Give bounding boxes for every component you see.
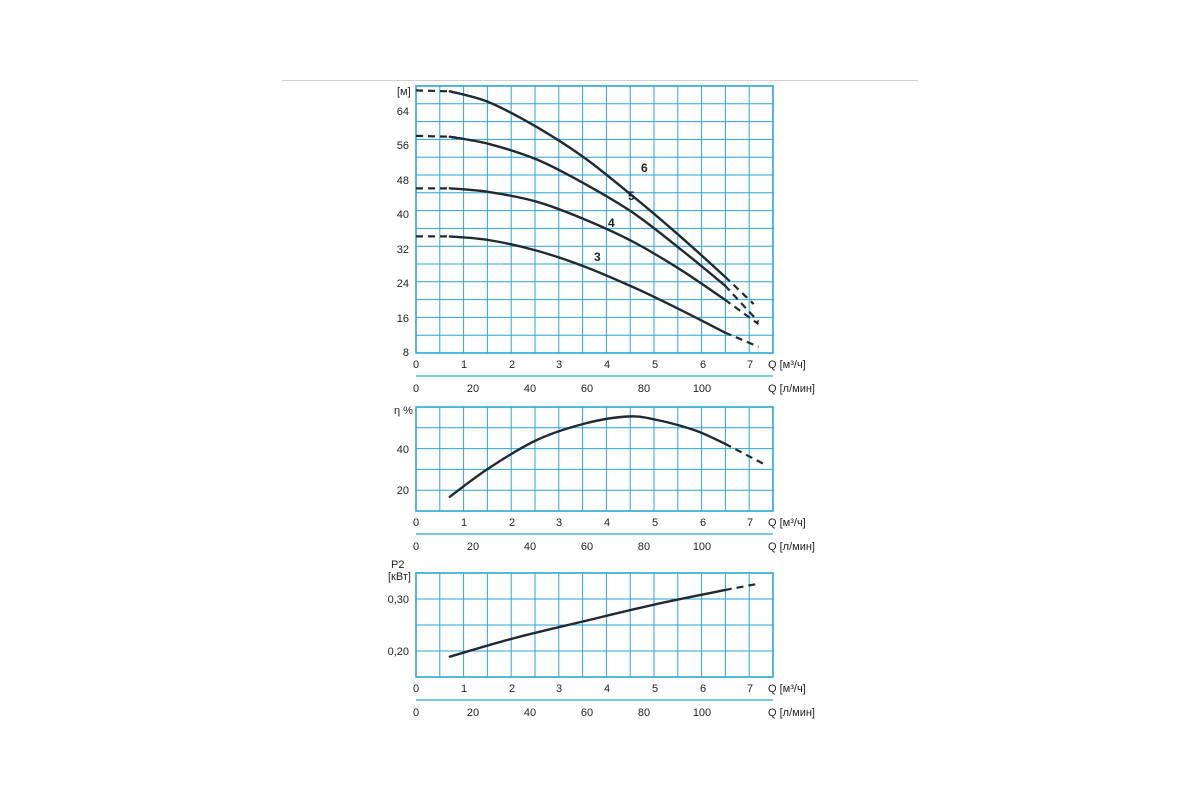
curve-3-end-dashed [725,333,759,347]
x-tick: 4 [603,517,611,529]
x-tick: 3 [555,517,563,529]
x-tick: 1 [460,359,468,371]
x-tick: 4 [603,683,611,695]
x2-tick: 40 [523,383,537,395]
curve-5-start-dashed [416,136,450,137]
y-tick: 24 [396,278,409,290]
x2-tick: 0 [412,707,420,719]
y-tick: 20 [396,485,409,497]
x-tick: 2 [508,359,516,371]
efficiency-chart [394,405,815,553]
x2-tick: 20 [466,541,480,553]
y-tick: 0,20 [387,646,409,658]
x2-tick: 0 [412,541,420,553]
y-tick: 16 [396,313,409,325]
efficiency-extensions [725,444,764,464]
x2-tick: 20 [466,707,480,719]
curve-4 [450,188,725,299]
efficiency-x-ticks [413,517,753,529]
x-tick: 2 [508,517,516,529]
x-tick: 1 [460,683,468,695]
curve-label-4: 4 [608,216,615,230]
x-tick: 0 [412,517,420,529]
x2-tick: 60 [580,541,594,553]
efficiency-xlabel: Q [м³/ч] [768,517,806,529]
x-tick: 3 [555,359,563,371]
power-chart [388,559,815,719]
curve-power-end-dashed [725,584,759,590]
power-x-ticks [413,683,753,695]
power-grid [416,573,773,677]
x2-tick: 60 [580,707,594,719]
x2-tick: 100 [692,707,712,719]
y-tick: 40 [396,444,409,456]
curve-label-3: 3 [594,250,601,264]
curve-efficiency-end-dashed [725,444,764,464]
x2-tick: 80 [637,707,651,719]
y-tick: 40 [396,209,409,221]
efficiency-grid [416,407,773,511]
x-tick: 6 [699,517,707,529]
curve-power [450,590,725,657]
power-xlabel: Q [м³/ч] [768,683,806,695]
x2-tick: 20 [466,383,480,395]
y-tick: 48 [396,175,409,187]
x-tick: 7 [746,359,754,371]
x-tick: 3 [555,683,563,695]
head-y-ticks [397,106,409,359]
x-tick: 5 [651,359,659,371]
x-tick: 2 [508,683,516,695]
x-tick: 5 [651,683,659,695]
efficiency-y-ticks [397,444,409,497]
head-ylabel: [м] [397,86,411,98]
head-x-ticks [413,359,753,371]
x-tick: 4 [603,359,611,371]
head-curves [450,91,725,332]
y-tick: 32 [396,244,409,256]
power-x2-ticks [413,707,711,719]
x-tick: 0 [412,359,420,371]
x2-tick: 80 [637,541,651,553]
power-ylabel: P2 [391,559,405,571]
x-tick: 0 [412,683,420,695]
x2-tick: 80 [637,383,651,395]
head-extensions [416,90,759,346]
plot-frame [416,86,773,353]
curve-label-6: 6 [641,161,648,175]
power-curves [450,590,725,657]
efficiency-ylabel: η % [394,405,413,417]
power-ylabel-unit: [кВт] [388,571,411,583]
head-x2-ticks [413,383,711,395]
efficiency-xlabel2: Q [л/мин] [768,541,815,553]
x2-tick: 0 [412,383,420,395]
x2-tick: 40 [523,541,537,553]
power-xlabel2: Q [л/мин] [768,707,815,719]
curve-efficiency [450,416,725,496]
curve-6-start-dashed [416,90,450,91]
x-tick: 6 [699,683,707,695]
x2-tick: 60 [580,383,594,395]
x2-tick: 40 [523,707,537,719]
head-xlabel2: Q [л/мин] [768,383,815,395]
x-tick: 7 [746,517,754,529]
y-tick: 8 [402,347,409,359]
power-extensions [725,584,759,590]
head-chart [397,86,815,395]
efficiency-curves [450,416,725,496]
x2-tick: 100 [692,541,712,553]
efficiency-x2-ticks [413,541,711,553]
plot-frame [416,407,773,511]
y-tick: 0,30 [387,594,409,606]
x-tick: 1 [460,517,468,529]
y-tick: 56 [396,140,409,152]
x-tick: 6 [699,359,707,371]
curve-labels [594,161,648,264]
x2-tick: 100 [692,383,712,395]
x-tick: 5 [651,517,659,529]
head-xlabel: Q [м³/ч] [768,359,806,371]
head-grid [416,86,773,353]
curve-label-5: 5 [628,189,635,203]
power-y-ticks [388,594,409,658]
x-tick: 7 [746,683,754,695]
y-tick: 64 [396,106,409,118]
